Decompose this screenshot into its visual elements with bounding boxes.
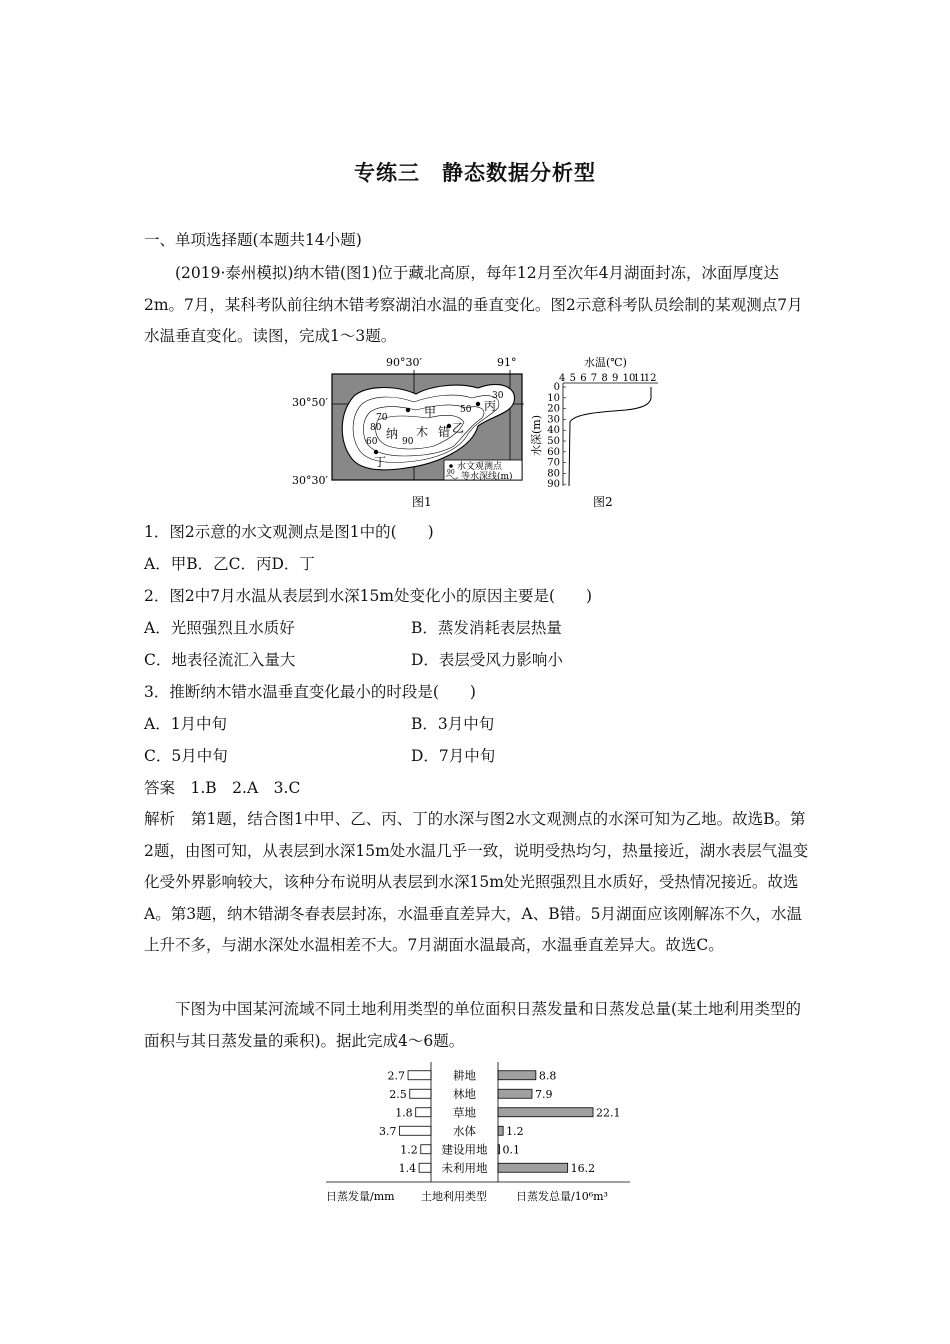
depth-label-50: 50 [460, 405, 472, 415]
intro-paragraph-2 [144, 994, 812, 1057]
station-jia-dot [406, 408, 410, 412]
lake-map-figure [288, 352, 548, 512]
right-bar-value-4: 0.1 [502, 1143, 520, 1157]
fig2-temperature-curve [569, 387, 651, 486]
chart-xlabel-right: 日蒸发总量/10⁶m³ [516, 1190, 608, 1203]
figure2-caption: 图2 [593, 495, 613, 509]
fig2-x-tick-4: 4 [559, 373, 566, 384]
place-label-mu: 木 [416, 425, 429, 439]
left-bar-3 [400, 1126, 431, 1135]
left-bar-value-0: 2.7 [387, 1069, 406, 1083]
right-bar-value-0: 8.8 [538, 1069, 557, 1083]
fig2-y-label: 水深(m) [530, 414, 543, 456]
depth-label-90: 90 [402, 437, 414, 447]
fig2-x-tick-10: 10 [622, 373, 636, 384]
fig2-y-tick-0: 0 [553, 382, 560, 393]
left-bar-1 [410, 1089, 431, 1098]
station-ding-dot [374, 450, 378, 454]
question-1: 1．图2示意的水文观测点是图1中的( ) [144, 523, 434, 541]
left-bar-value-1: 2.5 [389, 1087, 407, 1101]
intro-text-1: (2019·泰州模拟)纳木错(图1)位于藏北高原，每年12月至次年4月湖面封冻，冰面厚度达2m。7月，某科考队前往纳木错考察湖泊水温的垂直变化。图2示意科考队员绘制的某观测点7月水温垂直变化。读图，完成1～3题。 [144, 264, 803, 345]
question-2-option-c: C．地表径流汇入量大 [144, 651, 296, 669]
left-bar-value-4: 1.2 [400, 1143, 418, 1157]
legend-station-text: 水文观测点 [457, 462, 503, 472]
analysis-paragraph [144, 804, 812, 962]
intro-paragraph-1 [144, 258, 812, 353]
fig2-y-tick-90: 90 [547, 479, 560, 491]
fig2-y-tick-40: 40 [547, 425, 560, 437]
place-label-cuo: 错 [438, 425, 451, 439]
fig2-y-tick-30: 30 [547, 414, 560, 426]
fig2-y-tick-80: 80 [547, 468, 560, 480]
section-heading: 一、单项选择题(本题共14小题) [144, 231, 362, 249]
place-label-ding: 丁 [374, 455, 387, 469]
depth-label-80: 80 [370, 423, 382, 433]
legend-contour-text: 等水深线(m) [461, 472, 513, 482]
place-label-yi: 乙 [452, 421, 465, 435]
category-label-3: 水体 [453, 1123, 476, 1138]
right-bar-value-5: 16.2 [570, 1161, 596, 1175]
category-label-1: 林地 [453, 1086, 476, 1101]
fig2-y-tick-10: 10 [547, 392, 560, 404]
fig2-x-tick-5: 5 [569, 373, 576, 384]
analysis-text: 第1题，结合图1中甲、乙、丙、丁的水深与图2水文观测点的水深可知为乙地。故选B。第2题，由图可知，从表层到水深15m处水温几乎一致，说明受热均匀，热量接近，湖水表层气温变化受外界影响较大，该种分布说明从表层到水深15m处光照强烈且水质好，受热情况接近。故选A。第3题，纳木错湖冬春表层封冻，水温垂直差异大，A、B错。5月湖面应该刚解冻不久，水温上升不多，与湖水深处水温相差不大。7月湖面水温最高，水温垂直差异大。故选C。 [144, 810, 809, 954]
category-labels-group [442, 1068, 488, 1175]
fig2-y-tick-50: 50 [547, 436, 560, 447]
chart-xlabel-center: 土地利用类型 [421, 1190, 487, 1203]
fig2-x-tick-12: 12 [643, 373, 657, 384]
category-label-0: 耕地 [453, 1068, 476, 1083]
depth-label-60: 60 [366, 437, 378, 447]
land-use-evaporation-chart [320, 1060, 640, 1205]
figure1-caption: 图1 [412, 495, 432, 509]
question-2: 2．图2中7月水温从表层到水深15m处变化小的原因主要是( ) [144, 587, 593, 605]
category-label-2: 草地 [453, 1105, 476, 1120]
right-bars-group [498, 1069, 621, 1175]
left-bar-4 [421, 1145, 431, 1154]
fig2-x-tick-11: 11 [633, 373, 646, 384]
legend-contour-sample: 90 [447, 469, 455, 476]
left-bars-group [379, 1069, 431, 1175]
station-bing-dot [476, 402, 480, 406]
place-label-bing: 丙 [484, 399, 497, 413]
intro-text-2: 下图为中国某河流域不同土地利用类型的单位面积日蒸发量和日蒸发总量(某土地利用类型的面积与其日蒸发量的乘积)。据此完成4～6题。 [144, 1000, 802, 1050]
lat-label-2: 30°30′ [292, 474, 328, 487]
lon-label-2: 91° [497, 356, 517, 369]
fig2-x-tick-8: 8 [601, 373, 608, 384]
chart-xlabel-left: 日蒸发量/mm [326, 1190, 395, 1203]
question-3: 3．推断纳木错水温垂直变化最小的时段是( ) [144, 683, 476, 701]
analysis-label: 解析 [144, 810, 176, 828]
question-1-options: A．甲B．乙C．丙D．丁 [144, 555, 315, 573]
question-3-option-a: A．1月中旬 [144, 715, 228, 733]
left-bar-value-5: 1.4 [398, 1161, 417, 1175]
right-bar-value-1: 7.9 [534, 1087, 553, 1101]
left-bar-value-2: 1.8 [395, 1106, 413, 1120]
place-label-na: 纳 [386, 427, 399, 441]
right-bar-1 [498, 1089, 532, 1098]
right-bar-value-2: 22.1 [596, 1106, 621, 1120]
question-3-option-b: B．3月中旬 [411, 715, 495, 733]
fig2-x-tick-9: 9 [612, 373, 619, 384]
category-label-4: 建设用地 [441, 1142, 488, 1157]
depth-label-70: 70 [376, 413, 388, 423]
right-bar-0 [498, 1071, 536, 1080]
right-bar-5 [498, 1163, 568, 1172]
right-bar-value-3: 1.2 [506, 1124, 524, 1138]
right-bar-2 [498, 1108, 593, 1117]
question-3-option-d: D．7月中旬 [411, 747, 496, 765]
page-title: 专练三 静态数据分析型 [354, 161, 596, 185]
question-2-option-a: A．光照强烈且水质好 [144, 619, 295, 637]
fig2-y-tick-60: 60 [547, 446, 560, 458]
fig2-y-tick-20: 20 [547, 403, 560, 415]
place-label-jia: 甲 [424, 405, 437, 419]
left-bar-2 [416, 1108, 431, 1117]
answer-line: 答案 1.B 2.A 3.C [144, 779, 301, 797]
left-bar-5 [419, 1163, 431, 1172]
depth-label-30: 30 [492, 391, 504, 401]
water-temp-profile-figure [528, 352, 668, 512]
left-bar-0 [408, 1071, 431, 1080]
fig2-y-tick-70: 70 [547, 457, 560, 469]
question-2-option-b: B．蒸发消耗表层热量 [411, 619, 562, 637]
legend-station-icon [449, 464, 453, 468]
category-label-5: 未利用地 [441, 1160, 488, 1175]
question-2-option-d: D．表层受风力影响小 [411, 651, 563, 669]
lon-label-1: 90°30′ [386, 356, 422, 369]
fig2-title: 水温(℃) [584, 356, 627, 369]
lat-label-1: 30°50′ [292, 396, 328, 409]
right-bar-3 [498, 1126, 503, 1135]
fig2-x-tick-7: 7 [590, 373, 598, 384]
fig2-x-ticks [559, 373, 657, 384]
left-bar-value-3: 3.7 [379, 1124, 397, 1138]
fig2-x-tick-6: 6 [580, 373, 587, 384]
question-3-option-c: C．5月中旬 [144, 747, 228, 765]
